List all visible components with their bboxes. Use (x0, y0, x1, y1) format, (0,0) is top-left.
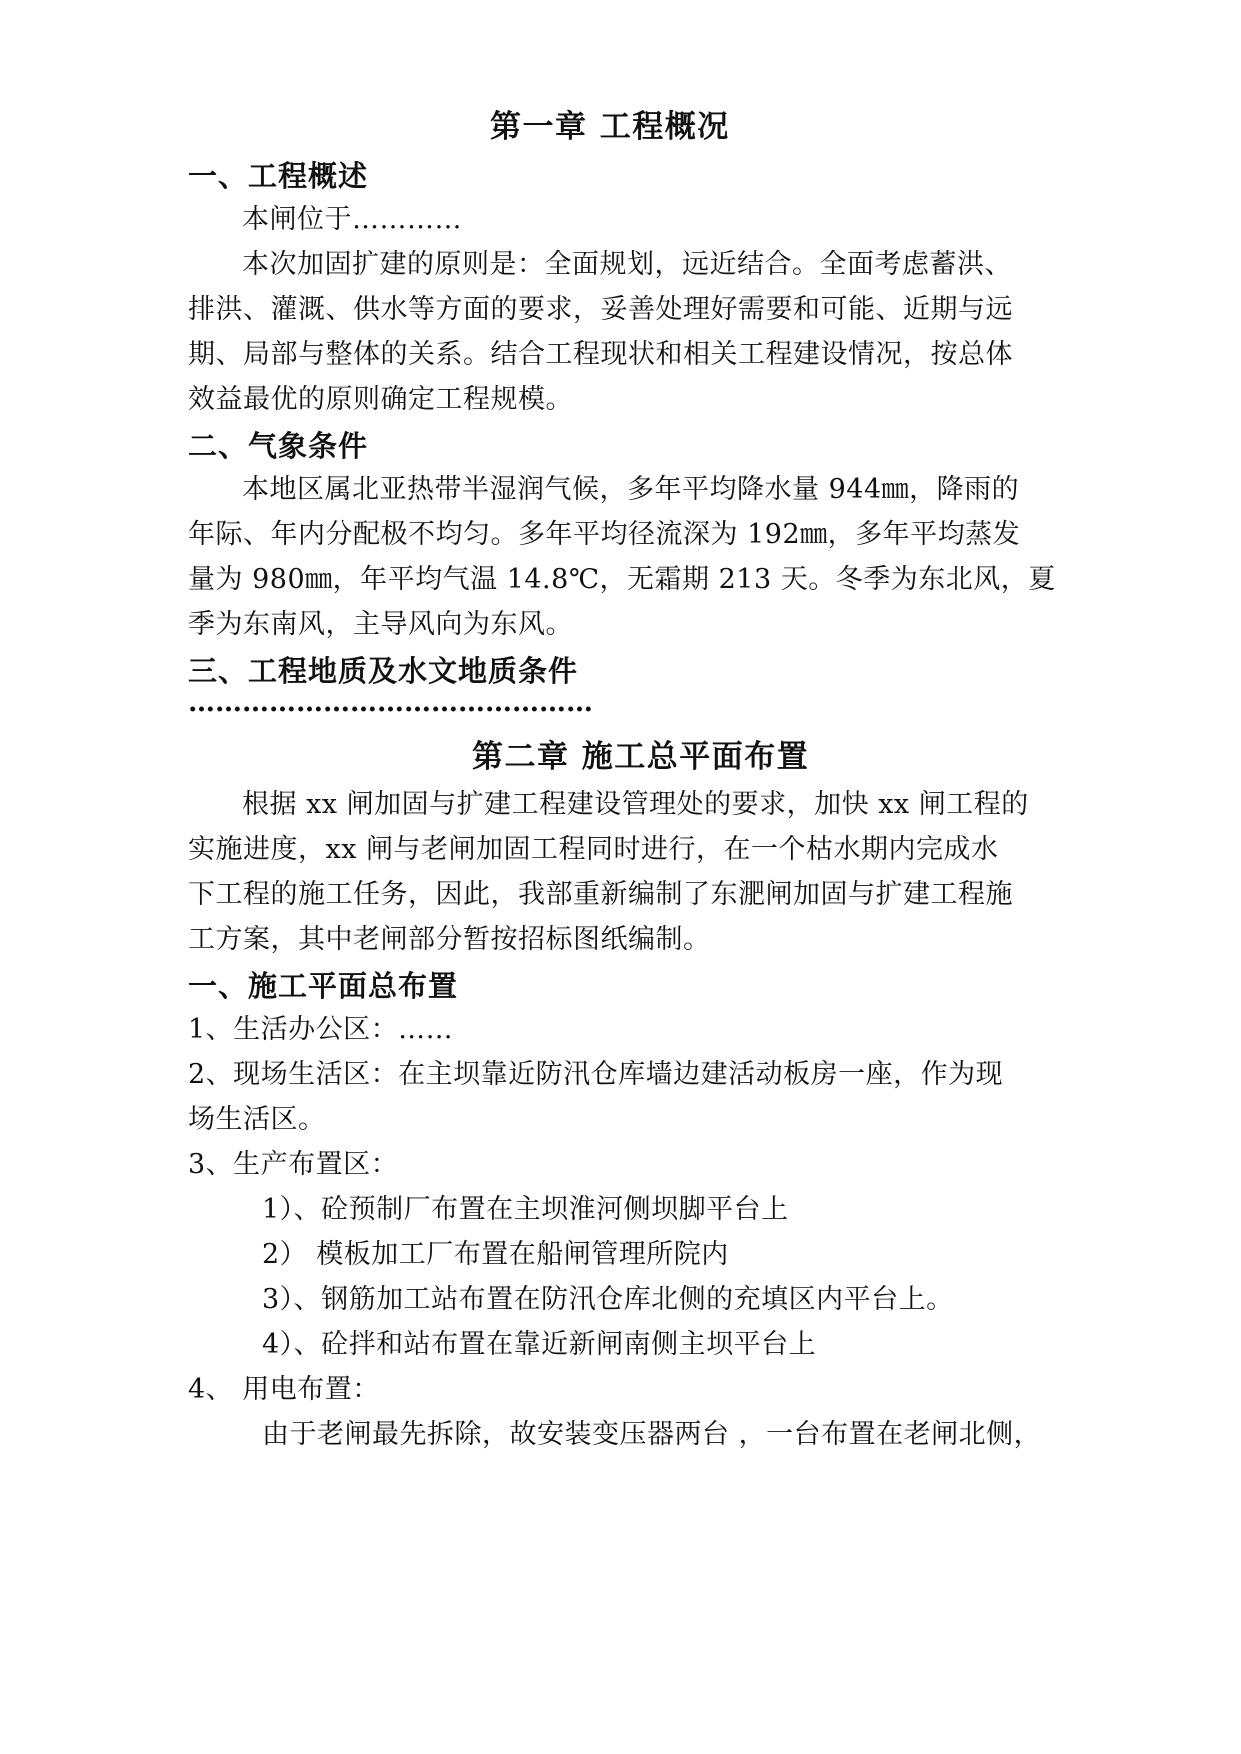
paragraph-line: 本闸位于………… (242, 204, 462, 235)
paragraph-line: 由于老闸最先拆除，故安装变压器两台 ，一台布置在老闸北侧， (262, 1419, 1042, 1450)
paragraph-line: 根据 xx 闸加固与扩建工程建设管理处的要求，加快 xx 闸工程的 (242, 789, 1029, 820)
section-1-heading: 一、施工平面总布置 (188, 969, 459, 1003)
paragraph-line: 年际、年内分配极不均匀。多年平均径流深为 192㎜，多年平均蒸发 (188, 519, 1021, 550)
ellipsis-line: ……………………………………… (188, 687, 593, 718)
section-3-heading: 三、工程地质及水文地质条件 (188, 654, 579, 688)
list-item: 1、生活办公区：…… (188, 1014, 454, 1045)
paragraph-line: 本地区属北亚热带半湿润气候，多年平均降水量 944㎜，降雨的 (242, 474, 1020, 505)
paragraph-line: 量为 980㎜，年平均气温 14.8℃，无霜期 213 天。冬季为东北风，夏 (188, 564, 1056, 595)
chapter-1-title: 第一章 工程概况 (490, 109, 730, 145)
sub-list-item: 2） 模板加工厂布置在船闸管理所院内 (262, 1239, 729, 1270)
list-item: 场生活区。 (188, 1104, 326, 1135)
section-2-heading: 二、气象条件 (188, 429, 369, 463)
sub-list-item: 1）、砼预制厂布置在主坝淮河侧坝脚平台上 (262, 1194, 789, 1225)
list-item: 4、 用电布置： (188, 1374, 380, 1405)
paragraph-line: 本次加固扩建的原则是：全面规划，远近结合。全面考虑蓄洪、 (242, 249, 1012, 280)
section-1-heading: 一、工程概述 (188, 159, 369, 193)
paragraph-line: 期、局部与整体的关系。结合工程现状和相关工程建设情况，按总体 (188, 339, 1013, 370)
sub-list-item: 4）、砼拌和站布置在靠近新闸南侧主坝平台上 (262, 1329, 817, 1360)
paragraph-line: 实施进度，xx 闸与老闸加固工程同时进行，在一个枯水期内完成水 (188, 834, 999, 865)
chapter-2-title: 第二章 施工总平面布置 (472, 739, 810, 775)
paragraph-line: 下工程的施工任务，因此，我部重新编制了东淝闸加固与扩建工程施 (188, 879, 1013, 910)
paragraph-line: 工方案，其中老闸部分暂按招标图纸编制。 (188, 924, 711, 955)
paragraph-line: 效益最优的原则确定工程规模。 (188, 384, 573, 415)
sub-list-item: 3）、钢筋加工站布置在防汛仓库北侧的充填区内平台上。 (262, 1284, 954, 1315)
list-item: 2、现场生活区：在主坝靠近防汛仓库墙边建活动板房一座，作为现 (188, 1059, 1004, 1090)
paragraph-line: 季为东南风，主导风向为东风。 (188, 609, 573, 640)
list-item: 3、生产布置区： (188, 1149, 399, 1180)
paragraph-line: 排洪、灌溉、供水等方面的要求，妥善处理好需要和可能、近期与远 (188, 294, 1013, 325)
